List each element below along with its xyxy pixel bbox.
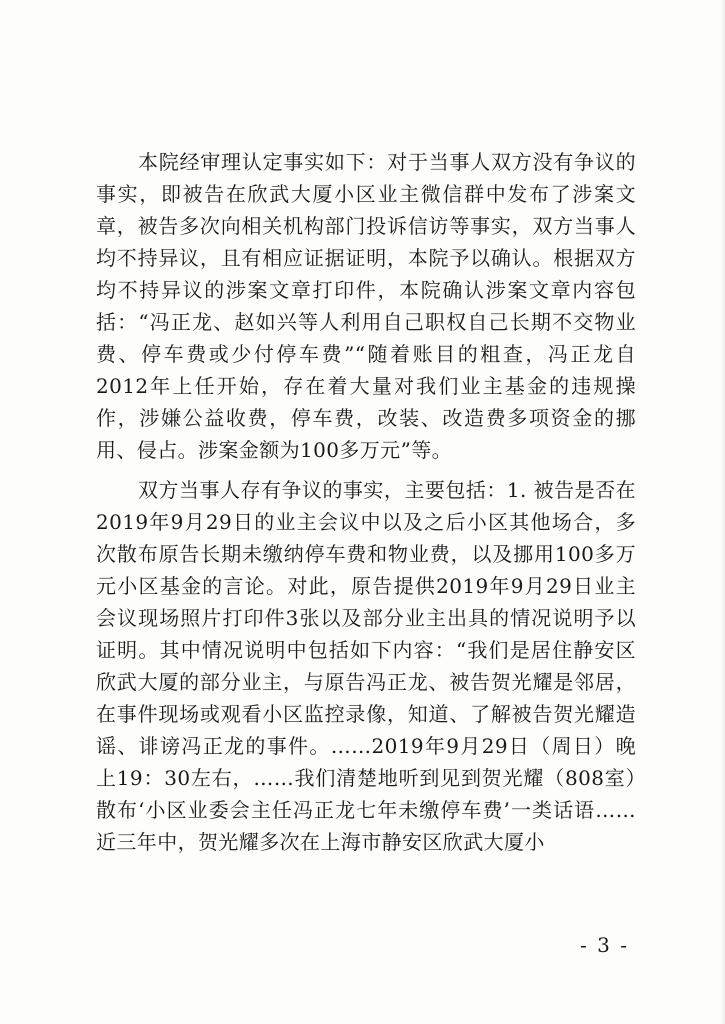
document-body (96, 146, 636, 866)
page-number: - 3 - (580, 933, 629, 957)
paragraph-findings-undisputed: 本院经审理认定事实如下：对于当事人双方没有争议的事实，即被告在欣武大厦小区业主微信群中发布了涉案文章，被告多次向相关机构部门投诉信访等事实，双方当事人均不持异议，且有相应证据证明，本院予以确认。根据双方均不持异议的涉案文章打印件，本院确认涉案文章内容包括：“冯正龙、赵如兴等人利用自己职权自己长期不交物业费、停车费或少付停车费”“随着账目的粗查，冯正龙自2012年上任开始，存在着大量对我们业主基金的违规操作，涉嫌公益收费，停车费，改装、改造费多项资金的挪用、侵占。涉案金额为100多万元”等。 (96, 150, 636, 462)
scan-edge-shadow (721, 0, 725, 1024)
paragraph-findings-disputed: 双方当事人存有争议的事实，主要包括：1. 被告是否在2019年9月29日的业主会议中以及之后小区其他场合，多次散布原告长期未缴纳停车费和物业费，以及挪用100多万元小区基金的言论。对此，原告提供2019年9月29日业主会议现场照片打印件3张以及部分业主出具的情况说明予以证明。其中情况说明中包括如下内容：“我们是居住静安区欣武大厦的部分业主，与原告冯正龙、被告贺光耀是邻居，在事件现场或观看小区监控录像，知道、了解被告贺光耀造谣、诽谤冯正龙的事件。……2019年9月29日（周日）晚上19：30左右，……我们清楚地听到见到贺光耀（808室）散布‘小区业委会主任冯正龙七年未缴停车费’一类话语……近三年中，贺光耀多次在上海市静安区欣武大厦小 (96, 478, 636, 854)
